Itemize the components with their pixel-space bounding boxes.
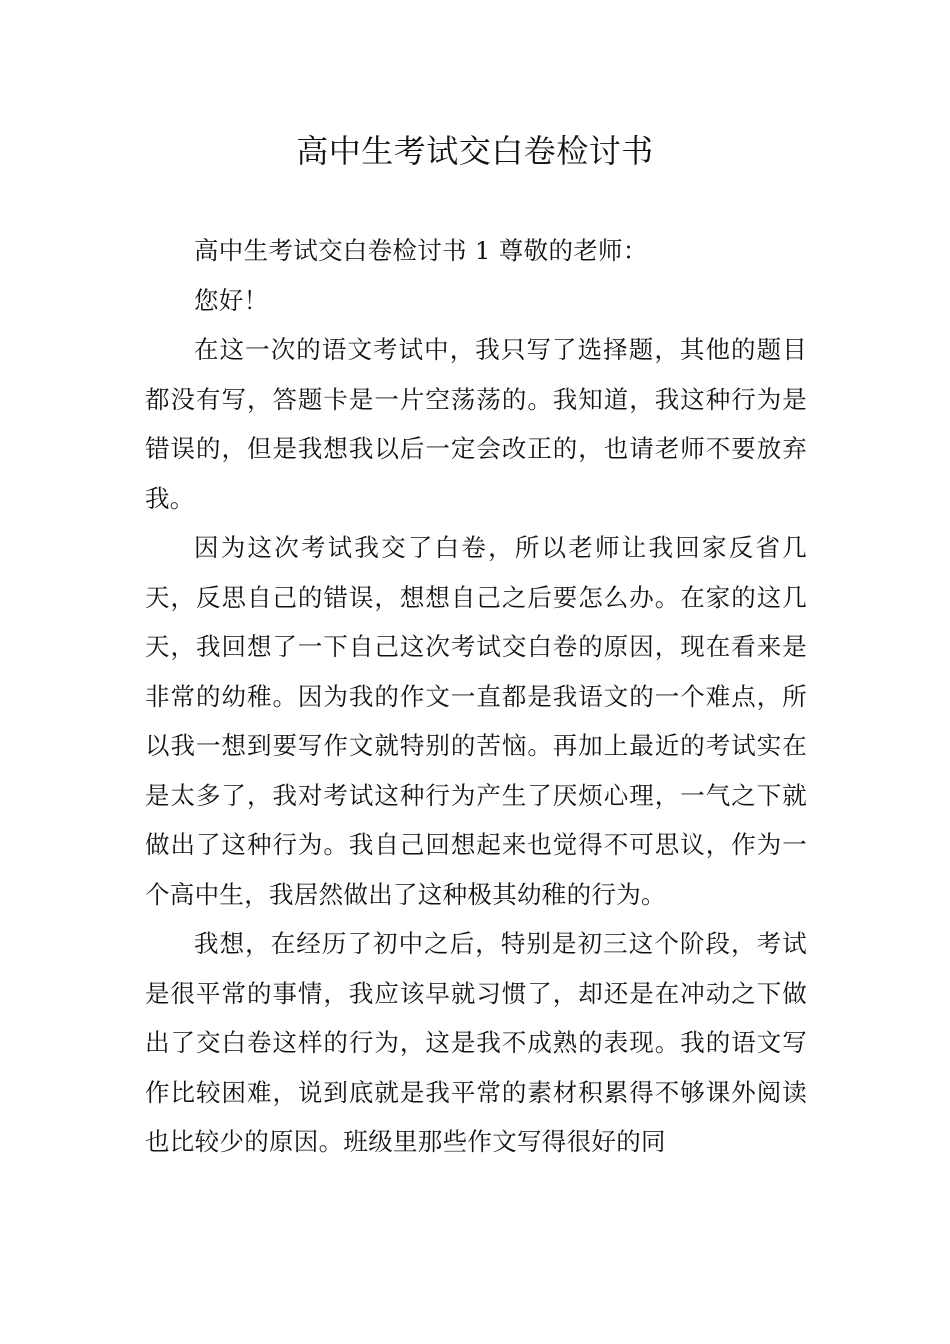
- document-title: 高中生考试交白卷检讨书: [296, 132, 654, 170]
- salutation-line: 高中生考试交白卷检讨书 1 尊敬的老师：: [194, 236, 648, 265]
- body-paragraph: 因为这次考试我交了白卷，所以老师让我回家反省几天，反思自己的错误，想想自己之后要怎么办。在家的这几天，我回想了一下自己这次考试交白卷的原因，现在看来是非常的幼稚。因为我的作文一直都是我语文的一个难点，所以我一想到要写作文就特别的苦恼。再加上最近的考试实在是太多了，我对考试这种行为产生了厌烦心理，一气之下就做出了这种行为。我自己回想起来也觉得不可思议，作为一个高中生，我居然做出了这种极其幼稚的行为。: [145, 533, 807, 909]
- document-body: [145, 226, 807, 1167]
- greeting-line: 您好！: [194, 285, 269, 315]
- body-paragraph: 在这一次的语文考试中，我只写了选择题，其他的题目都没有写，答题卡是一片空荡荡的。我知道，我这种行为是错误的，但是我想我以后一定会改正的，也请老师不要放弃我。: [145, 335, 807, 513]
- body-paragraph: 我想，在经历了初中之后，特别是初三这个阶段，考试是很平常的事情，我应该早就习惯了，却还是在冲动之下做出了交白卷这样的行为，这是我不成熟的表现。我的语文写作比较困难，说到底就是我平常的素材积累得不够课外阅读也比较少的原因。班级里那些作文写得很好的同: [145, 929, 807, 1156]
